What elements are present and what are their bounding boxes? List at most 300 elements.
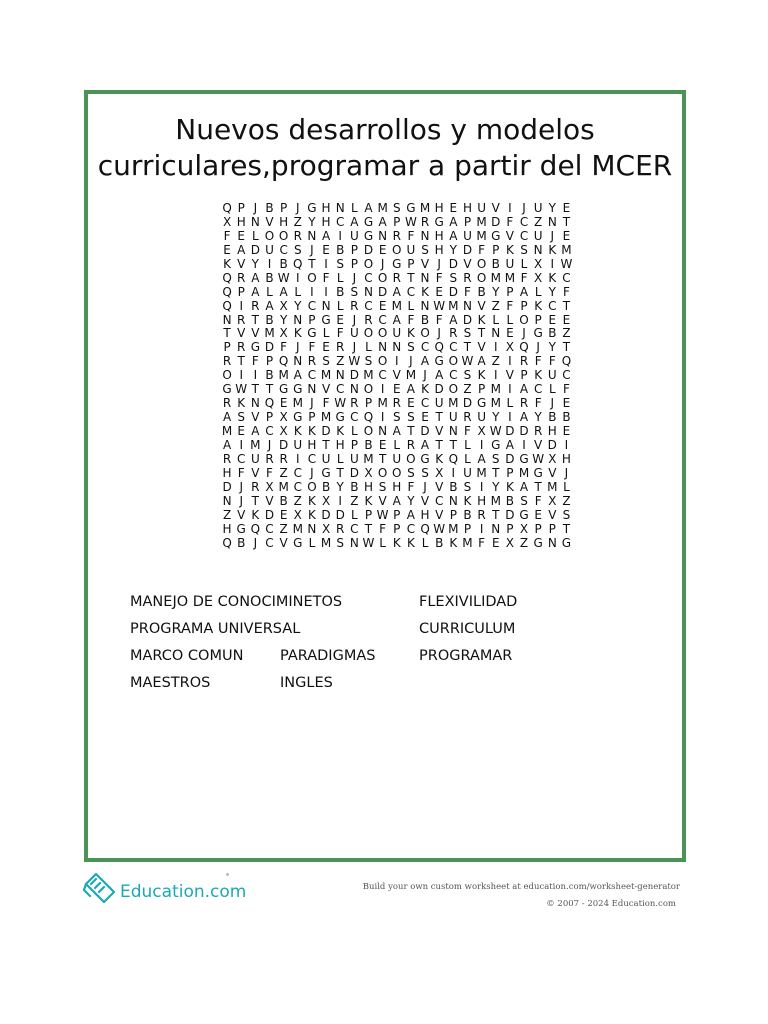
grid-letter: I [493,368,498,383]
grid-letter: L [506,312,514,327]
grid-letter: J [296,340,300,355]
grid-letter: A [364,201,373,215]
grid-letter: F [534,354,542,369]
grid-letter: Z [293,493,302,508]
grid-letter: D [420,424,430,438]
grid-letter: A [519,479,529,494]
grid-letter: R [463,410,472,425]
grid-letter: T [251,493,260,508]
grid-letter: K [548,270,557,285]
grid-letter: N [420,298,430,313]
grid-letter: P [449,507,457,522]
grid-letter: W [362,535,375,550]
grid-letter: S [293,242,302,257]
grid-letter: L [308,535,316,550]
grid-letter: X [534,256,543,271]
grid-letter: K [392,535,401,550]
grid-letter: Y [407,493,415,508]
grid-letter: U [463,465,472,480]
grid-letter: N [462,298,472,313]
grid-letter: K [505,479,514,494]
grid-letter: I [310,284,314,299]
grid-letter: N [392,340,402,355]
grid-letter: Q [222,535,232,550]
grid-letter: C [449,368,458,383]
grid-letter: N [448,493,458,508]
grid-letter: J [437,256,441,271]
grid-letter: H [236,214,246,229]
grid-letter: L [548,382,556,397]
grid-letter: Q [293,256,303,271]
grid-row [220,439,574,453]
grid-letter: C [420,340,430,355]
grid-letter: X [519,521,529,536]
grid-letter: N [363,284,373,299]
grid-letter: K [449,535,458,550]
grid-letter: G [293,382,303,397]
grid-letter: L [464,451,471,466]
grid-letter: P [506,284,514,299]
grid-letter: L [266,284,273,299]
grid-letter: X [534,270,543,285]
grid-letter: A [392,493,401,508]
grid-letter: D [264,340,275,355]
grid-letter: G [321,465,331,480]
grid-letter: C [279,242,288,257]
grid-letter: A [406,382,415,397]
grid-letter: S [421,242,429,257]
grid-letter: M [221,424,233,438]
grid-letter: S [392,201,401,215]
grid-letter: A [435,368,444,383]
grid-letter: Z [293,214,302,229]
grid-letter: C [406,521,416,536]
grid-letter: S [463,368,472,383]
grid-letter: Q [448,451,459,466]
grid-row [220,397,574,411]
grid-letter: R [265,451,274,466]
grid-letter: K [307,424,316,438]
grid-letter: B [364,437,373,452]
grid-letter: K [463,493,472,508]
grid-letter: J [423,479,427,494]
grid-letter: P [520,298,528,313]
grid-row [220,300,574,314]
grid-letter: F [407,228,415,243]
grid-letter: F [478,242,486,257]
grid-letter: P [393,507,401,522]
grid-letter: G [250,340,260,355]
grid-letter: I [522,437,526,452]
grid-letter: P [265,354,274,369]
grid-letter: K [251,507,260,522]
grid-letter: S [491,451,500,466]
grid-letter: U [533,201,543,215]
grid-letter: R [350,298,359,313]
grid-letter: R [336,340,345,355]
grid-letter: L [407,298,415,313]
grid-letter: H [321,201,331,215]
grid-letter: X [505,340,514,355]
grid-letter: D [547,437,557,452]
grid-letter: A [251,284,260,299]
grid-letter: A [222,437,232,452]
grid-letter: P [407,256,415,271]
grid-letter: C [265,424,274,438]
grid-letter: T [223,326,231,341]
grid-letter: V [435,479,444,494]
grid-letter: K [548,242,557,257]
grid-letter: J [239,479,243,494]
grid-letter: P [463,214,472,229]
grid-letter: B [321,479,331,494]
grid-letter: P [350,437,358,452]
worksheet-frame [84,90,686,862]
grid-letter: L [365,340,372,355]
grid-letter: G [406,201,416,215]
grid-letter: D [321,507,331,522]
grid-letter: V [420,493,430,508]
grid-letter: S [336,256,344,271]
grid-letter: E [378,437,387,452]
grid-letter: R [251,298,260,313]
grid-letter: O [519,312,529,327]
grid-letter: K [421,382,429,397]
grid-row [220,355,574,369]
grid-letter: M [419,201,431,215]
grid-letter: F [251,354,259,369]
grid-letter: W [348,354,361,369]
grid-letter: X [293,507,302,522]
grid-letter: R [222,354,232,369]
grid-letter: T [308,256,316,271]
grid-letter: E [378,298,387,313]
grid-letter: Q [420,521,430,536]
grid-letter: F [562,284,570,299]
grid-letter: Q [363,410,374,425]
grid-letter: A [519,410,529,425]
grid-letter: R [237,340,246,355]
grid-letter: M [363,368,374,383]
grid-letter: H [420,507,430,522]
grid-letter: I [380,382,385,397]
grid-letter: N [250,214,260,229]
grid-letter: G [236,521,246,536]
grid-letter: T [562,521,571,536]
word-item: CURRICULUM [419,621,516,637]
grid-letter: Y [492,479,500,494]
grid-letter: X [321,493,331,508]
grid-letter: Z [350,493,359,508]
grid-letter: D [349,368,359,383]
grid-letter: G [278,382,289,397]
grid-letter: P [237,284,245,299]
grid-letter: M [278,479,289,494]
education-logo[interactable] [82,870,246,906]
grid-letter: U [392,326,402,341]
grid-letter: C [364,298,373,313]
grid-letter: B [548,326,557,341]
grid-letter: X [548,451,557,466]
grid-letter: S [421,465,429,480]
grid-letter: H [561,451,571,466]
grid-letter: J [522,201,526,215]
word-item: MARCO COMUN [130,648,244,664]
grid-letter: U [250,451,260,466]
grid-letter: N [491,326,501,341]
grid-letter: U [265,242,274,257]
grid-letter: E [562,424,571,438]
grid-letter: P [477,382,486,397]
grid-row [220,286,574,300]
grid-letter: S [392,410,401,425]
grid-letter: X [279,410,288,425]
grid-letter: Z [491,354,500,369]
grid-letter: P [463,521,472,536]
grid-letter: F [506,298,514,313]
grid-letter: I [338,493,342,508]
grid-letter: M [547,479,558,494]
grid-letter: D [335,507,345,522]
grid-letter: E [548,312,557,327]
grid-letter: P [364,396,373,411]
grid-letter: D [377,284,388,299]
grid-letter: T [364,521,373,536]
grid-letter: M [320,410,332,425]
grid-letter: R [519,396,529,411]
grid-letter: Z [491,298,500,313]
grid-letter: R [463,270,472,285]
grid-row [220,467,574,481]
grid-letter: E [378,242,387,257]
grid-letter: I [324,256,328,271]
grid-letter: V [420,256,430,271]
grid-letter: A [378,214,387,229]
grid-letter: J [267,437,272,452]
grid-letter: T [562,214,571,229]
grid-letter: V [251,465,260,480]
grid-row [220,202,574,216]
grid-letter: C [519,228,529,243]
grid-letter: R [392,270,401,285]
grid-letter: Y [492,410,500,425]
grid-letter: J [253,201,258,215]
grid-letter: G [363,228,374,243]
grid-letter: L [393,437,401,452]
grid-letter: N [378,228,388,243]
grid-letter: Y [308,214,316,229]
word-item: MANEJO DE CONOCIMINETOS [130,594,343,610]
grid-letter: J [522,326,526,341]
grid-letter: W [334,396,347,411]
grid-letter: U [406,242,416,257]
grid-letter: T [463,340,472,355]
grid-letter: N [378,424,388,438]
grid-letter: C [562,368,571,383]
grid-letter: Y [336,479,344,494]
grid-letter: H [434,242,444,257]
grid-letter: W [433,298,446,313]
grid-letter: S [336,535,344,550]
decorative-dot [226,873,229,876]
grid-letter: L [350,507,358,522]
grid-letter: M [518,465,530,480]
grid-row [220,327,574,341]
grid-letter: Q [264,396,275,411]
grid-letter: V [477,298,486,313]
grid-letter: S [449,270,458,285]
grid-letter: J [380,256,385,271]
grid-letter: B [350,479,359,494]
grid-letter: P [350,256,358,271]
grid-letter: C [406,284,416,299]
grid-letter: L [421,535,429,550]
grid-letter: M [448,396,459,411]
grid-letter: E [407,396,415,411]
grid-letter: J [352,312,357,327]
grid-letter: O [363,326,374,341]
grid-letter: F [407,312,415,327]
grid-letter: L [520,256,528,271]
grid-letter: W [560,256,573,271]
grid-letter: R [477,507,486,522]
grid-letter: B [505,493,514,508]
grid-letter: E [237,228,245,243]
grid-letter: A [449,214,458,229]
grid-letter: T [435,410,443,425]
grid-row [220,495,574,509]
grid-letter: V [265,214,274,229]
grid-letter: L [252,228,259,243]
grid-letter: P [223,340,231,355]
grid-letter: P [350,242,358,257]
grid-letter: A [392,424,401,438]
grid-letter: A [519,382,529,397]
grid-letter: P [265,410,274,425]
grid-letter: N [547,535,557,550]
grid-letter: U [448,410,458,425]
grid-letter: R [392,396,401,411]
grid-letter: E [322,340,330,355]
grid-letter: U [349,451,359,466]
letter-grid [220,202,574,550]
grid-letter: D [448,284,458,299]
grid-letter: I [338,228,342,243]
grid-row [220,453,574,467]
grid-letter: S [463,479,472,494]
grid-letter: C [378,368,387,383]
grid-letter: D [222,479,232,494]
grid-letter: K [293,424,302,438]
grid-letter: O [392,465,402,480]
grid-letter: M [377,201,388,215]
grid-letter: L [322,326,330,341]
grid-letter: I [508,382,512,397]
grid-letter: I [239,298,243,313]
grid-letter: F [464,424,471,438]
grid-letter: V [534,437,543,452]
grid-letter: S [322,354,330,369]
grid-letter: B [477,284,486,299]
worksheet-title: Nuevos desarrollos y modelos curriculares,programar a partir del MCER [97,113,673,182]
grid-letter: Z [519,535,529,550]
grid-letter: P [393,521,401,536]
grid-letter: H [321,214,331,229]
grid-letter: B [435,535,444,550]
grid-letter: S [407,410,415,425]
grid-letter: G [561,535,572,550]
grid-letter: B [491,256,500,271]
grid-row [220,481,574,495]
grid-letter: Q [561,354,572,369]
grid-letter: U [434,396,444,411]
grid-letter: R [392,228,401,243]
grid-letter: Y [251,256,260,271]
grid-letter: V [477,340,486,355]
grid-letter: K [534,298,543,313]
grid-letter: R [307,354,317,369]
grid-letter: M [476,214,487,229]
grid-letter: C [378,312,387,327]
grid-letter: O [278,228,289,243]
grid-letter: R [279,451,288,466]
grid-letter: R [237,312,246,327]
grid-letter: N [307,228,317,243]
grid-letter: N [335,201,345,215]
grid-letter: U [321,451,331,466]
grid-letter: E [534,507,542,522]
grid-letter: I [493,340,498,355]
grid-letter: I [508,201,512,215]
grid-letter: Q [250,521,261,536]
grid-letter: U [477,410,486,425]
grid-letter: M [448,521,459,536]
grid-letter: U [349,326,359,341]
grid-letter: A [505,437,514,452]
grid-letter: K [336,424,345,438]
grid-letter: M [250,437,261,452]
grid-letter: V [548,507,557,522]
grid-letter: S [463,326,472,341]
grid-letter: T [407,270,415,285]
grid-letter: E [392,382,401,397]
grid-letter: U [533,228,543,243]
grid-letter: O [307,479,317,494]
grid-letter: N [378,340,388,355]
grid-letter: K [307,507,316,522]
grid-letter: V [463,256,472,271]
word-item: INGLES [280,675,333,691]
grid-letter: Q [278,354,289,369]
grid-letter: G [222,382,232,397]
grid-letter: E [449,201,458,215]
grid-letter: P [308,312,316,327]
grid-letter: Z [222,507,232,522]
grid-letter: H [279,214,289,229]
grid-letter: J [352,270,357,285]
grid-letter: B [237,535,246,550]
grid-letter: E [223,242,231,257]
grid-letter: T [265,382,274,397]
grid-letter: S [562,507,571,522]
grid-letter: E [322,242,330,257]
grid-letter: X [279,326,288,341]
grid-letter: L [336,298,344,313]
grid-letter: R [519,354,529,369]
grid-letter: M [363,451,374,466]
grid-letter: V [505,228,514,243]
grid-letter: I [508,354,512,369]
